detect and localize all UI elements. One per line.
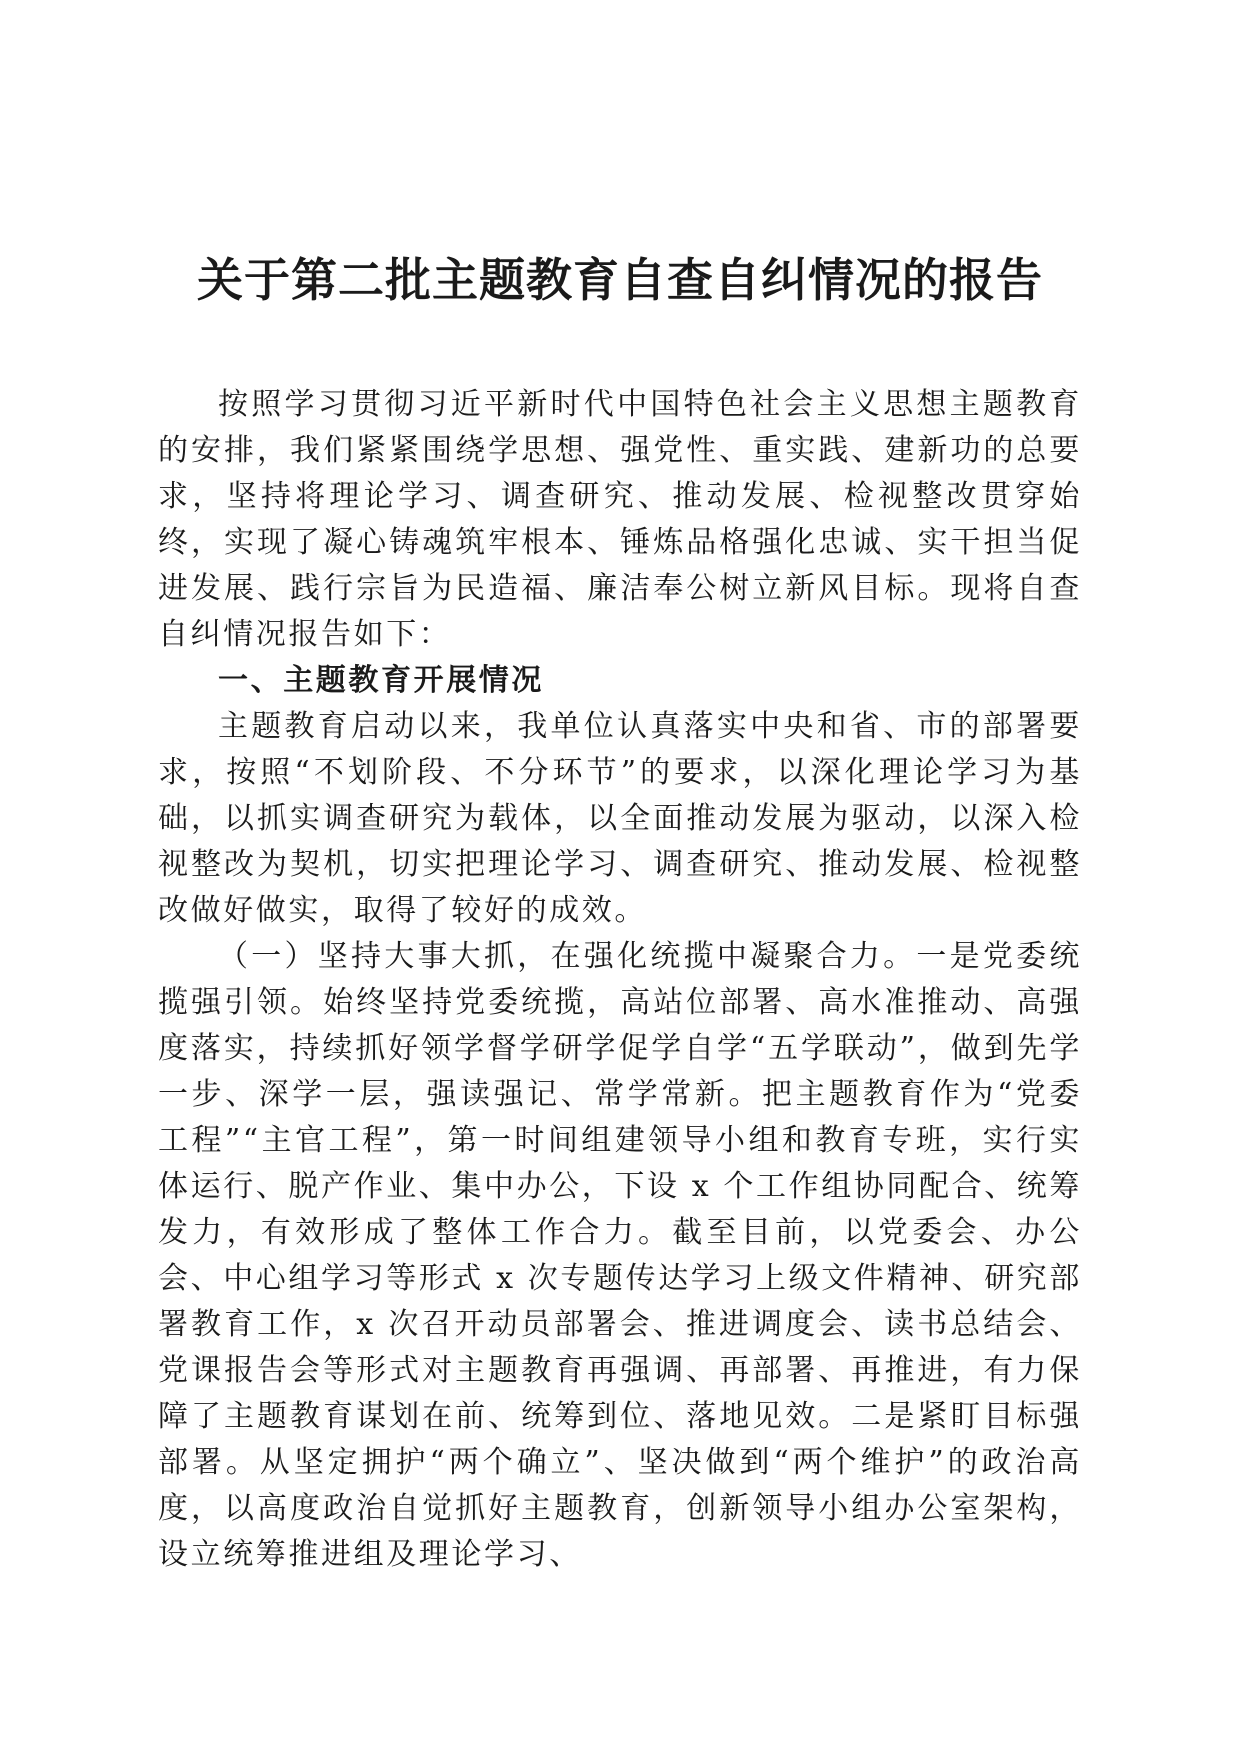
section-1-paragraph: 主题教育启动以来，我单位认真落实中央和省、市的部署要求，按照“不划阶段、不分环节”的要求，以深化理论学习为基础，以抓实调查研究为载体，以全面推动发展为驱动，以深入检视整改为契机，切实把理论学习、调查研究、推动发展、检视整改做好做实，取得了较好的成效。 <box>158 709 1082 928</box>
subsection-1-paragraph: （一）坚持大事大抓，在强化统揽中凝聚合力。一是党委统揽强引领。始终坚持党委统揽，高站位部署、高水准推动、高强度落实，持续抓好领学督学研学促学自学“五学联动”，做到先学一步、深学一层，强读强记、常学常新。把主题教育作为“党委工程”“主官工程”，第一时间组建领导小组和教育专班，实行实体运行、脱产作业、集中办公，下设 x 个工作组协同配合、统筹发力，有效形成了整体工作合力。截至目前，以党委会、办公会、中心组学习等形式 x 次专题传达学习上级文件精神、研究部署教育工作，x 次召开动员部署会、推进调度会、读书总结会、党课报告会等形式对主题教育再强调、再部署、再推进，有力保障了主题教育谋划在前、统筹到位、落地见效。二是紧盯目标强部署。从坚定拥护“两个确立”、坚决做到“两个维护”的政治高度，以高度政治自觉抓好主题教育，创新领导小组办公室架构，设立统筹推进组及理论学习、 <box>158 939 1082 1572</box>
intro-paragraph: 按照学习贯彻习近平新时代中国特色社会主义思想主题教育的安排，我们紧紧围绕学思想、强党性、重实践、建新功的总要求，坚持将理论学习、调查研究、推动发展、检视整改贯穿始终，实现了凝心铸魂筑牢根本、锤炼品格强化忠诚、实干担当促进发展、践行宗旨为民造福、廉洁奉公树立新风目标。现将自查自纠情况报告如下： <box>158 387 1082 652</box>
document-body <box>158 382 1082 1578</box>
section-heading-1: 一、主题教育开展情况 <box>218 663 544 698</box>
document-title: 关于第二批主题教育自查自纠情况的报告 <box>197 253 1043 307</box>
